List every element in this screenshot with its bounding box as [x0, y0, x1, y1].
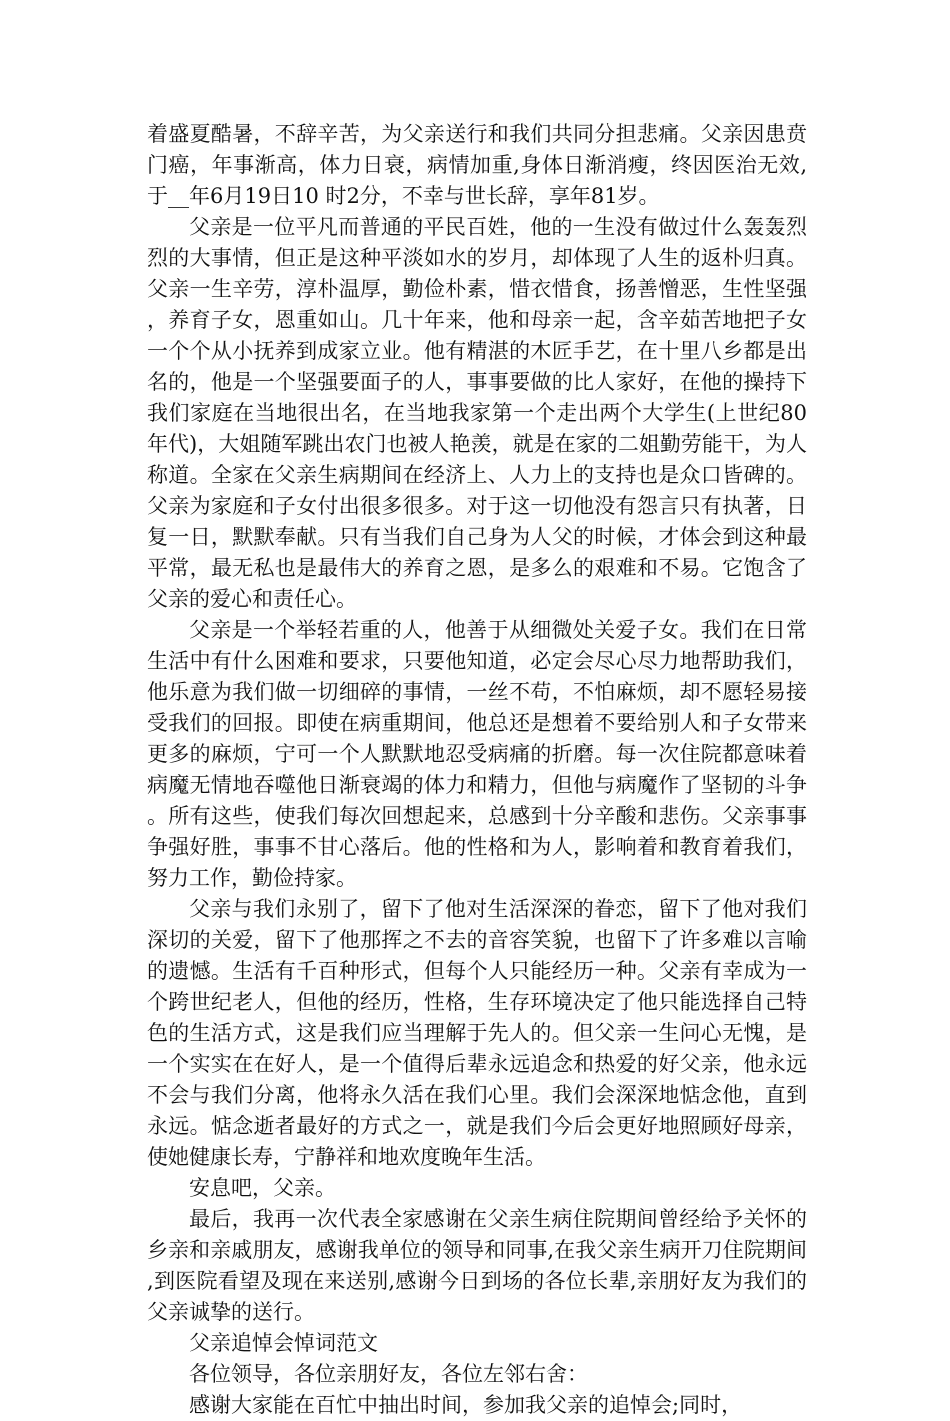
paragraph-4: 父亲与我们永别了，留下了他对生活深深的眷恋，留下了他对我们深切的关爱，留下了他那挥之不去的音容笑貌，也留下了许多难以言喻的遗憾。生活有千百种形式，但每个人只能经历一种。父亲有幸成为一个跨世纪老人，但他的经历，性格，生存环境决定了他只能选择自己特色的生活方式，这是我们应当理解于先人的。但父亲一生问心无愧，是一个实实在在好人，是一个值得后辈永远追念和热爱的好父亲，他永远不会与我们分离，他将永久活在我们心里。我们会深深地惦念他，直到永远。惦念逝者最好的方式之一，就是我们今后会更好地照顾好母亲，使她健康长寿，宁静祥和地欢度晚年生活。: [147, 897, 807, 1169]
paragraph-9: 感谢大家能在百忙中抽出时间，参加我父亲的追悼会;同时，: [189, 1393, 743, 1417]
section-heading: 父亲追悼会悼词范文: [189, 1331, 378, 1355]
paragraph-3: 父亲是一个举轻若重的人，他善于从细微处关爱子女。我们在日常生活中有什么困难和要求，只要他知道，必定会尽心尽力地帮助我们，他乐意为我们做一切细碎的事情，一丝不苟，不怕麻烦，却不愿轻易接受我们的回报。即使在病重期间，他总还是想着不要给别人和子女带来更多的麻烦，宁可一个人默默地忍受病痛的折磨。每一次住院都意味着病魔无情地吞噬他日渐衰竭的体力和精力，但他与病魔作了坚韧的斗争。所有这些，使我们每次回想起来，总感到十分辛酸和悲伤。父亲事事争强好胜，事事不甘心落后。他的性格和为人，影响着和教育着我们，努力工作，勤俭持家。: [147, 618, 807, 890]
paragraph-2: 父亲是一位平凡而普通的平民百姓，他的一生没有做过什么轰轰烈烈的大事情，但正是这种平淡如水的岁月，却体现了人生的返朴归真。父亲一生辛劳，淳朴温厚，勤俭朴素，惜衣惜食，扬善憎恶，生性坚强，养育子女，恩重如山。几十年来，他和母亲一起，含辛茹苦地把子女一个个从小抚养到成家立业。他有精湛的木匠手艺，在十里八乡都是出名的，他是一个坚强要面子的人，事事要做的比人家好，在他的操持下我们家庭在当地很出名，在当地我家第一个走出两个大学生(上世纪80年代)，大姐随军跳出农门也被人艳羡，就是在家的二姐勤劳能干，为人称道。全家在父亲生病期间在经济上、人力上的支持也是众口皆碑的。父亲为家庭和子女付出很多很多。对于这一切他没有怨言只有执著，日复一日，默默奉献。只有当我们自己身为人父的时候，才体会到这种最平常，最无私也是最伟大的养育之恩，是多么的艰难和不易。它饱含了父亲的爱心和责任心。: [147, 215, 807, 611]
document-body: [147, 119, 807, 1421]
paragraph-6: 最后，我再一次代表全家感谢在父亲生病住院期间曾经给予关怀的乡亲和亲戚朋友，感谢我单位的领导和同事,在我父亲生病开刀住院期间,到医院看望及现在来送别,感谢今日到场的各位长辈,亲朋好友为我们的父亲诚挚的送行。: [147, 1207, 807, 1324]
paragraph-1: 着盛夏酷暑，不辞辛苦，为父亲送行和我们共同分担悲痛。父亲因患贲门癌，年事渐高，体力日衰，病情加重,身体日渐消瘦，终因医治无效,于__年6月19日10 时2分，不幸与世长辞，享年81岁。: [147, 122, 807, 208]
paragraph-5: 安息吧，父亲。: [189, 1176, 336, 1200]
salutation: 各位领导，各位亲朋好友，各位左邻右舍：: [189, 1362, 588, 1386]
